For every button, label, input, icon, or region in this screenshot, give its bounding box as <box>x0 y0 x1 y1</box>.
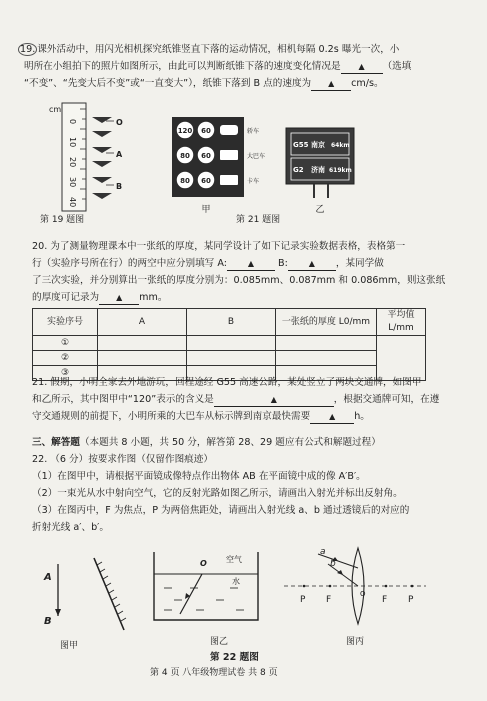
q19-text-2: 明所在小组拍下的照片如图所示，由此可以判断纸锥下落的速度变化情况是 <box>24 61 341 72</box>
point-P-left: P <box>300 595 306 605</box>
route-g2: G2 <box>293 166 304 174</box>
dest-jinan: 济南 <box>311 166 325 174</box>
lens-center-O: O <box>360 590 366 598</box>
q22-figure-yi <box>150 548 266 630</box>
fig-jia-label: 甲 <box>201 205 211 215</box>
q21-blank-1[interactable]: ▲ <box>214 393 334 407</box>
sign-speed-2: 60 <box>201 127 211 135</box>
q19-figure <box>40 95 150 213</box>
water-label: 水 <box>232 577 240 586</box>
point-F-right: F <box>382 595 388 605</box>
q20-blank-A[interactable]: ▲ <box>227 257 275 271</box>
point-P-right: P <box>408 595 414 605</box>
reflected-ray <box>180 574 202 614</box>
ruler-tick-40: 40 <box>68 197 77 208</box>
sign-speed-6: 60 <box>201 177 211 185</box>
table-cell <box>187 351 276 366</box>
cone-shape <box>92 117 112 123</box>
fig-jia-caption: 图甲 <box>60 641 79 651</box>
plane-mirror <box>94 558 124 630</box>
q22-figure-jia <box>36 546 136 646</box>
dist-619: 619km <box>329 167 352 174</box>
point-A-label: A <box>116 150 123 159</box>
q20-blank-3[interactable]: ▲ <box>99 291 139 305</box>
q19-line3 <box>24 77 384 91</box>
q21-line2 <box>32 393 439 407</box>
row-label-truck: 卡车 <box>247 178 260 185</box>
q21-caption: 第 21 题图 <box>236 215 281 225</box>
table-cell <box>276 351 377 366</box>
object-B-label: B <box>44 616 52 627</box>
truck-icon <box>220 175 238 185</box>
q19-text-3b: cm/s。 <box>351 78 384 89</box>
table-header: 实验序号 <box>33 309 98 336</box>
q20-text-1: 20. 为了测量物理课本中一张纸的厚度，某同学设计了如下记录实验数据表格，表格第一 <box>32 241 406 252</box>
q19-caption: 第 19 题图 <box>40 215 85 225</box>
q19-text-2b: （选填 <box>382 61 412 72</box>
q21-figure-jia <box>168 113 278 213</box>
table-cell <box>98 351 187 366</box>
table-cell-average <box>377 336 426 381</box>
q21-text-2b: ，根据交通牌可知，在遵 <box>333 394 440 405</box>
q21-text-2a: 和乙所示，其中图甲中“120”表示的含义是 <box>32 394 214 405</box>
fig-bing-caption: 图丙 <box>346 637 365 647</box>
ruler-unit: cm <box>49 105 62 114</box>
page-footer: 第 4 页 八年级物理试卷 共 8 页 <box>150 668 278 678</box>
q19-blank-1[interactable]: ▲ <box>341 60 383 74</box>
object-A-label: A <box>44 572 52 583</box>
table-cell: ③ <box>33 366 98 381</box>
q22-caption: 第 22 题图 <box>210 652 259 663</box>
air-label: 空气 <box>226 555 242 564</box>
row-label-bus: 大巴车 <box>247 153 266 160</box>
table-header: 平均值 L/mm <box>377 309 426 336</box>
point-F-left: F <box>326 595 332 605</box>
sign-speed-5: 80 <box>180 177 190 185</box>
dest-nanjing: 南京 <box>311 141 325 149</box>
q22-text-1: （1）在图甲中，请根据平面镜成像特点作出物体 AB 在平面镜中成的像 A′B′。 <box>32 471 366 482</box>
table-row <box>33 351 426 366</box>
q19-line1 <box>18 43 399 56</box>
section3-desc: （本题共 8 小题，共 50 分，解答第 28、29 题应有公式和解题过程） <box>79 437 381 448</box>
ray-b-label: b <box>330 559 336 569</box>
table-cell <box>187 336 276 351</box>
q19-number: 19. <box>20 44 36 55</box>
ruler-tick-10: 10 <box>68 137 77 148</box>
q21-text-3b: h。 <box>354 411 370 422</box>
q20-line2 <box>32 257 384 271</box>
q20-text-2c: ，某同学做 <box>335 258 384 269</box>
section3-title: 三、解答题 <box>32 437 80 448</box>
bus-icon <box>220 150 238 160</box>
route-g55: G55 <box>293 141 309 149</box>
q21-blank-2[interactable]: ▲ <box>310 410 354 424</box>
q19-text-3: “不变”、“先变大后不变”或“一直变大”），纸锥下落到 B 点的速度为 <box>24 78 312 89</box>
table-cell <box>98 336 187 351</box>
point-O-label: O <box>200 559 207 568</box>
q19-text-1: 课外活动中，用闪光相机探究纸锥竖直下落的运动情况，相机每隔 0.2s 曝光一次，小 <box>37 44 400 55</box>
q21-text-1: 21. 假期，小明全家去外地游玩，回程途经 G55 高速公路，某处竖立了两块交通牌，如图甲 <box>32 377 422 388</box>
dist-64: 64km <box>331 142 350 149</box>
fig-yi-label: 乙 <box>315 205 325 215</box>
table-header: 一张纸的厚度 L0/mm <box>276 309 377 336</box>
q20-text-4a: 的厚度可记录为 <box>32 292 100 303</box>
table-cell <box>276 336 377 351</box>
table-header: A <box>98 309 187 336</box>
ray-a-label: a <box>320 547 326 557</box>
q21-text-3a: 守交通规则的前提下，小明所乘的大巴车从标示牌到南京最快需要 <box>32 411 311 422</box>
q22-text-0: 22. （6 分）按要求作图（仅留作图痕迹） <box>32 454 213 465</box>
q22-text-4: 折射光线 a′、b′。 <box>32 522 109 533</box>
q21-figure-yi <box>284 126 368 216</box>
q20-blank-B[interactable]: ▲ <box>288 257 336 271</box>
q20-line4 <box>32 291 167 305</box>
q20-text-2a: 行（实验序号所在行）的两空中应分别填写 A: <box>32 258 227 269</box>
table-row <box>33 336 426 351</box>
table-cell: ② <box>33 351 98 366</box>
table-cell: ① <box>33 336 98 351</box>
q22-text-3: （3）在图丙中，F 为焦点，P 为两倍焦距处，请画出入射光线 a、b 通过透镜后的对应的 <box>32 505 410 516</box>
ruler-tick-30: 30 <box>68 177 77 188</box>
point-O-label: O <box>116 118 123 127</box>
table-header-row <box>33 309 426 336</box>
row-label-car: 轿车 <box>247 128 260 135</box>
q20-record-table <box>32 308 426 381</box>
ruler-tick-0: 0 <box>68 119 77 125</box>
section3-heading <box>32 436 381 449</box>
sign-speed-1: 120 <box>177 127 193 135</box>
car-icon <box>220 125 238 135</box>
q22-figure-bing <box>280 542 430 632</box>
fig-yi-caption: 图乙 <box>210 637 229 647</box>
q19-line2 <box>24 60 411 74</box>
q22-text-2: （2）一束光从水中射向空气，它的反射光路如图乙所示，请画出入射光并标出反射角。 <box>32 488 403 499</box>
ruler-tick-20: 20 <box>68 157 77 168</box>
q19-blank-2[interactable]: ▲ <box>311 77 351 91</box>
point-B-label: B <box>116 182 123 191</box>
sign-speed-4: 60 <box>201 152 211 160</box>
q21-line3 <box>32 410 370 424</box>
q20-text-3: 了三次实验，并分别算出一张纸的厚度分别为：0.085mm、0.087mm 和 0.086mm，则这张纸 <box>32 275 446 286</box>
table-header: B <box>187 309 276 336</box>
q20-text-4b: mm。 <box>139 292 168 303</box>
q20-text-2b: B: <box>278 258 288 269</box>
sign-speed-3: 80 <box>180 152 190 160</box>
